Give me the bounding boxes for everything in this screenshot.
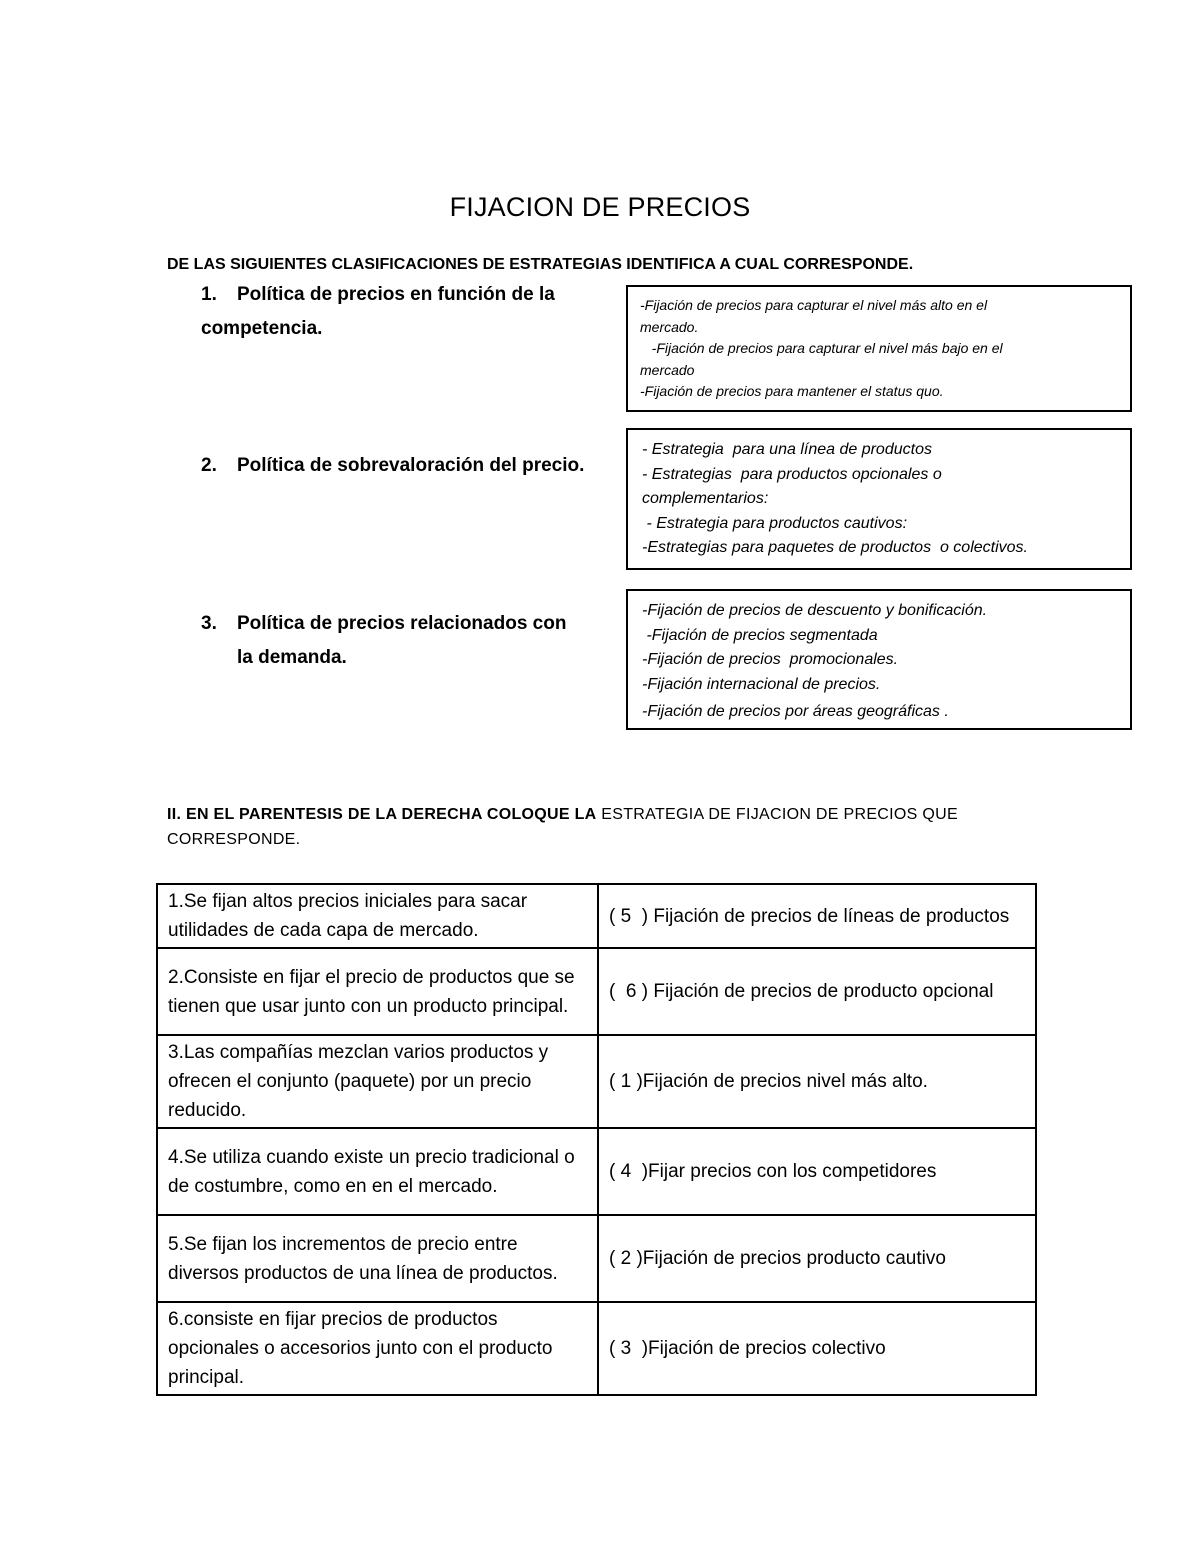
strategy-box-3: [626, 589, 1132, 730]
strategy-line: -Fijación de precios de descuento y bonificación.: [642, 602, 988, 619]
table-answer-cell: ( 5 ) Fijación de precios de líneas de productos: [598, 884, 1036, 948]
table-row: [157, 1035, 1036, 1128]
policy-text: Política de precios relacionados con: [237, 613, 567, 634]
table-row: [157, 884, 1036, 948]
strategy-line: -Fijación de precios promocionales.: [642, 651, 899, 668]
instruction-bold-part: II. EN EL PARENTESIS DE LA DERECHA COLOQUE LA: [167, 806, 597, 823]
matching-table: [156, 883, 1037, 1396]
strategy-box-1: [626, 285, 1132, 412]
policy-item-2: [201, 449, 621, 483]
strategy-line: mercado.: [640, 318, 699, 335]
table-row: [157, 948, 1036, 1035]
table-answer-cell: ( 1 )Fijación de precios nivel más alto.: [598, 1035, 1036, 1128]
instruction-section-1: DE LAS SIGUIENTES CLASIFICACIONES DE ESTRATEGIAS IDENTIFICA A CUAL CORRESPONDE.: [167, 256, 914, 273]
strategy-line: mercado: [640, 361, 695, 378]
strategy-line: complementarios:: [642, 490, 769, 507]
table-row: [157, 1302, 1036, 1395]
strategy-line: -Fijación de precios segmentada: [642, 626, 878, 644]
table-answer-cell: ( 6 ) Fijación de precios de producto opcional: [598, 948, 1036, 1035]
table-question-cell: 4.Se utiliza cuando existe un precio tradicional o de costumbre, como en en el mercado.: [157, 1128, 598, 1215]
table-answer-cell: ( 3 )Fijación de precios colectivo: [598, 1302, 1036, 1395]
page-title: FIJACION DE PRECIOS: [449, 192, 751, 222]
table-row: [157, 1128, 1036, 1215]
policy-text-continued: la demanda.: [237, 647, 347, 668]
table-question-cell: 6.consiste en fijar precios de productos opcionales o accesorios junto con el producto principal.: [157, 1302, 598, 1395]
table-question-cell: 5.Se fijan los incrementos de precio entre diversos productos de una línea de productos.: [157, 1215, 598, 1302]
policy-text: Política de sobrevaloración del precio.: [237, 455, 585, 476]
strategy-line: - Estrategia para una línea de productos: [642, 441, 932, 458]
instruction-normal-part: ESTRATEGIA DE FIJACION DE PRECIOS QUE CORRESPONDE.: [167, 806, 958, 848]
strategy-line: -Fijación de precios por áreas geográficas .: [642, 703, 949, 720]
policy-number: 3.: [201, 613, 217, 634]
policy-number: 2.: [201, 455, 217, 476]
policy-item-1: [201, 278, 601, 346]
policy-text-continued: competencia.: [201, 318, 323, 339]
strategy-line: -Fijación internacional de precios.: [642, 675, 881, 693]
strategy-line: -Estrategias para paquetes de productos o colectivos.: [642, 539, 1028, 556]
policy-item-3: [201, 607, 611, 675]
strategy-line: - Estrategia para productos cautivos:: [642, 514, 908, 532]
table-row: [157, 1215, 1036, 1302]
table-answer-cell: ( 4 )Fijar precios con los competidores: [598, 1128, 1036, 1215]
strategy-box-2: [626, 428, 1132, 570]
table-question-cell: 3.Las compañías mezclan varios productos y ofrecen el conjunto (paquete) por un precio reducido.: [157, 1035, 598, 1128]
table-answer-cell: ( 2 )Fijación de precios producto cautivo: [598, 1215, 1036, 1302]
strategy-line: -Fijación de precios para capturar el nivel más bajo en el: [640, 340, 1003, 356]
policy-number: 1.: [201, 284, 217, 305]
table-question-cell: 1.Se fijan altos precios iniciales para sacar utilidades de cada capa de mercado.: [157, 884, 598, 948]
policy-text: Política de precios en función de la: [237, 284, 555, 305]
strategy-line: - Estrategias para productos opcionales o: [642, 465, 942, 483]
instruction-section-2: [167, 802, 1047, 852]
table-question-cell: 2.Consiste en fijar el precio de productos que se tienen que usar junto con un producto principal.: [157, 948, 598, 1035]
strategy-line: -Fijación de precios para mantener el status quo.: [640, 383, 944, 399]
strategy-line: -Fijación de precios para capturar el nivel más alto en el: [640, 297, 988, 313]
